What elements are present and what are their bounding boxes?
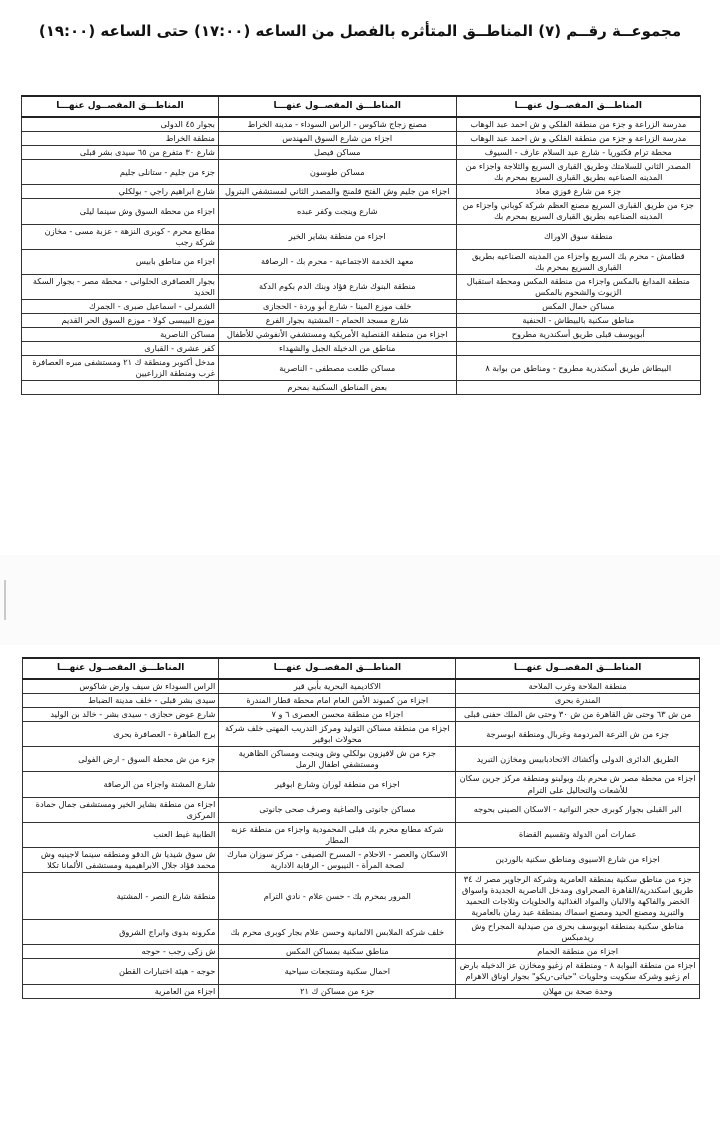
table-row xyxy=(23,945,700,959)
table-row xyxy=(23,847,700,872)
table-cell: اجزاء من منطقة لوران وشارع ابوقير xyxy=(219,772,456,797)
table-cell: خلف موزع المينا - شارع أبو وردة - الحجازى xyxy=(218,299,456,313)
table-cell: مساكن جانوتى والصاغية وصرف صحى جانوتى xyxy=(219,797,456,822)
table-cell: جزء من ش الترعة المردومة وغربال ومنطقة ابوسرجة xyxy=(456,722,700,747)
table-cell: اجزاء من منطقة بشاير الخير xyxy=(218,224,456,249)
table-cell: اجزاء من منطقة بشاير الخير ومستشفى جمال حمادة المركزى xyxy=(23,797,219,822)
table-row xyxy=(22,160,701,185)
table-cell: مطابع محرم - كوبرى النزهة - عزبة مسى - مخازن شركة رجب xyxy=(22,224,219,249)
table-cell: جزء من ش لافيزون بولكلي وش وينجت ومساكن الظاهرية ومستشفي اطفال الرمل xyxy=(219,747,456,772)
table-cell: بجوار العصافرى الحلوانى - محطة مصر - بجوار السكة الحديد xyxy=(22,274,219,299)
table-row xyxy=(22,117,701,132)
table-row xyxy=(22,328,701,342)
table-cell: ش سوق شيديا ش الدقو ومنطقه سينما لاجينيه وش محمد فؤاد جلال الابراهيمية ومستشفى الألمانا تكلا xyxy=(23,847,219,872)
table-row xyxy=(23,747,700,772)
table-cell: الشمرلى - اسماعيل صبرى - الجمرك xyxy=(22,299,219,313)
column-header: المناطـــق المفصــول عنهـــا xyxy=(23,658,219,679)
table-cell: شارع ابراهيم راجي - بولكلي xyxy=(22,185,219,199)
table-row xyxy=(22,299,701,313)
table-cell: منطقة شارع النصر - المشتية xyxy=(23,872,219,919)
table-cell: قطامش - محرم بك السريع واجزاء من المدينه الصناعيه بطريق القبارى السريع بمحرم بك xyxy=(456,249,700,274)
table-row xyxy=(22,313,701,327)
table-cell: الطابية غيط العنب xyxy=(23,822,219,847)
table-row xyxy=(23,797,700,822)
page-title: مجموعــة رقــم (٧) المناطــق المتأثره بالفصل من الساعه (١٧:٠٠) حتى الساعه (١٩:٠٠) xyxy=(38,22,682,40)
page-gap xyxy=(0,555,720,645)
table-cell: وحدة صحة بن مهلان xyxy=(456,984,700,998)
table-cell: مدرسة الزراعة و جزء من منطقة الفلكي و ش احمد عبد الوهاب xyxy=(456,132,700,146)
table-cell: مناطق من الدخيلة الجبل والشهداء xyxy=(218,342,456,356)
table-cell: اجزاء من مناطق بابيس xyxy=(22,249,219,274)
table-cell: حوجه - هيئة اختبارات القطن xyxy=(23,959,219,984)
table-cell: شارع المشتة واجزاء من الرصافة xyxy=(23,772,219,797)
table-row xyxy=(23,772,700,797)
table-cell: المرور بمحرم بك - حسن علام - نادي الترام xyxy=(219,872,456,919)
table-cell: شارع مسجد الحمام - المشتية بجوار الفرع xyxy=(218,313,456,327)
table-cell: شارع ٣٠ متفرع من ٦٥ سيدى بشر قبلى xyxy=(22,146,219,160)
table-row xyxy=(23,722,700,747)
table-row xyxy=(22,132,701,146)
column-header: المناطـــق المفصــول عنهـــا xyxy=(218,96,456,117)
table-cell: اجزاء من جليم وش الفتح قلمنج والمصدر الثاني لمستشفي البترول xyxy=(218,185,456,199)
table-cell: عمارات أمن الدولة وتقسيم القضاة xyxy=(456,822,700,847)
table-cell: الاسكان والعصر - الاحلام - المسرح الصيفى - مركز سوزان مبارك لصحة المرأة - النيبوس - الرقابة الادارية xyxy=(219,847,456,872)
outage-table-2 xyxy=(22,657,700,999)
table-cell: معهد الخدمة الاجتماعية - محرم بك - الرصافة xyxy=(218,249,456,274)
binding-mark xyxy=(4,580,6,620)
table-cell: منطقة الملاحة وغرب الملاحة xyxy=(456,679,700,694)
table-cell: الراس السوداء ش سيف وارض شاكوس xyxy=(23,679,219,694)
table-cell: اجزاء من محطة مصر ش محرم بك وبولبنو ومنطقة مركز جرين سكان للأشعات والتحاليل على الترام xyxy=(456,772,700,797)
table-row xyxy=(22,274,701,299)
table-cell: اجزاء من منطقة محسن العصرى ٦ و ٧ xyxy=(219,708,456,722)
table-cell: مساكن حمال المكس xyxy=(456,299,700,313)
table-cell: مدخل أكتوبر ومنطقة ك ٢١ ومستشفى مبره العصافرة غرب ومنطقة الزراعيين xyxy=(22,356,219,381)
table-cell: المندرة بحرى xyxy=(456,694,700,708)
table-cell: اجزاء من منطقة الحمام xyxy=(456,945,700,959)
table-cell: بجوار ٤٥ الدولى xyxy=(22,117,219,132)
table-row xyxy=(22,249,701,274)
column-header: المناطـــق المفصــول عنهـــا xyxy=(22,96,219,117)
table-cell xyxy=(22,381,219,395)
table-cell: مصنع زجاج شاكوس - الراس السوداء - مدينة الخراط xyxy=(218,117,456,132)
table-row xyxy=(23,920,700,945)
table-cell: الاكاديمية البحرية بأبي قير xyxy=(219,679,456,694)
table-row xyxy=(23,679,700,694)
outage-table-1 xyxy=(21,95,701,395)
table-cell: منطقة سوق الاوراك xyxy=(456,224,700,249)
table-cell: شركة مطابع محرم بك قبلى المحمودية واجزاء من منطقة عزبه المطار xyxy=(219,822,456,847)
table-cell: مناطق سكنية بمنطقة ابويوسف بحرى من صيدلية المجراح وش ريدمبكس xyxy=(456,920,700,945)
table-cell: جزء من جليم - ستانلى جليم xyxy=(22,160,219,185)
table-cell: اجزاء من شارع الاسيوى ومناطق سكنية بالوردين xyxy=(456,847,700,872)
table-row xyxy=(22,185,701,199)
table-row xyxy=(22,356,701,381)
table-cell: منطقة البنوك شارع فؤاد وبنك الدم بكوم الدكة xyxy=(218,274,456,299)
table-cell: سيدى بشر قبلى - خلف مدينة الضباط xyxy=(23,694,219,708)
table-cell: اجزاء من منطقة القنصلية الأمريكية ومستشفي الأنفوشي للأطفال xyxy=(218,328,456,342)
table-row xyxy=(22,224,701,249)
table-cell: شارع وينجت وكفر عبده xyxy=(218,199,456,224)
table-cell: بعض المناطق السكنية بمحرم xyxy=(218,381,456,395)
table-cell: محطة ترام فكتوريا - شارع عبد السلام عارف - السيوف xyxy=(456,146,700,160)
table-cell xyxy=(456,381,700,395)
table-cell: منطقة الخراط xyxy=(22,132,219,146)
table-row xyxy=(23,708,700,722)
table-row xyxy=(23,984,700,998)
column-header: المناطـــق المفصــول عنهـــا xyxy=(219,658,456,679)
table-cell: اجزاء من منطقة مساكن التوليد ومركز التدريب المهنى خلف شركة محولات ابوقير xyxy=(219,722,456,747)
table-cell: البيطاش طريق أسكندرية مطروح - ومناطق من بوابة ٨ xyxy=(456,356,700,381)
table-row xyxy=(23,959,700,984)
table-body xyxy=(23,679,700,998)
table-cell: اجزاء من العامرية xyxy=(23,984,219,998)
table-cell: الطريق الدائرى الدولى وأكشاك الاتحادبابيس ومخازن التبريد xyxy=(456,747,700,772)
table-cell: شارع عوض حجازى - سيدى بشر - خالد بن الوليد xyxy=(23,708,219,722)
table-cell: مدرسة الزراعة و جزء من منطقة الفلكي و ش احمد عبد الوهاب xyxy=(456,117,700,132)
table-header-row xyxy=(23,658,700,679)
table-cell: مساكن فيصل xyxy=(218,146,456,160)
table-header-row xyxy=(22,96,701,117)
table-cell: كفر عشرى - القبارى xyxy=(22,342,219,356)
table-cell: المصدر الثاني للسلامتك وطريق القبارى السريع والثلاجة واجزاء من المدينه الصناعيه بطريق القبارى السريع بمحرم بك xyxy=(456,160,700,185)
table-cell: اجزاء من شارع السوق المهندس xyxy=(218,132,456,146)
table-cell: مساكن الناصرية xyxy=(22,328,219,342)
table-cell: من ش ٦٣ وحتى ش القاهرة من ش ٣٠ وحتى ش الملك حفنى قبلى xyxy=(456,708,700,722)
table-cell: اجزاء من منطقة البوابة ٨ - ومنطقة ام زغيو ومخازن عز الدخيله بارض ام زغيو وشركة سكويت وحلويات "حياتى-ريكو" بجوار اوناق الاهرام xyxy=(456,959,700,984)
table-body xyxy=(22,117,701,395)
table-row xyxy=(22,381,701,395)
column-header: المناطـــق المفصــول عنهـــا xyxy=(456,658,700,679)
table-row xyxy=(23,822,700,847)
table-cell: ش زكى رجب - حوجه xyxy=(23,945,219,959)
table-cell: خلف شركة الملابس الالمانية وحسن علام بجار كوبرى محرم بك xyxy=(219,920,456,945)
table-cell: منطقة المدابغ بالمكس واجزاء من منطقة المكس ومحطة استقبال الزيوت والشحوم بالمكس xyxy=(456,274,700,299)
table-row xyxy=(23,694,700,708)
table-cell: جزء من مساكن ك ٢١ xyxy=(219,984,456,998)
table-row xyxy=(23,872,700,919)
table-cell: مناطق سكنية بمساكن المكس xyxy=(219,945,456,959)
table-cell: جزء من ش محطة السوق - ارض الفولى xyxy=(23,747,219,772)
table-cell: البر القبلى بجوار كوبرى حجر النواتية - الاسكان الصينى بحوجه xyxy=(456,797,700,822)
table-cell: جزء من طريق القبارى السريع مصنع العظم شركة كوباني واجزاء من المدينه الصناعيه بطريق القبارى السريع بمحرم بك xyxy=(456,199,700,224)
table-cell: مكرونه بدوى وابراج الشروق xyxy=(23,920,219,945)
table-cell: جزء من مناطق سكنية بمنطقة العامرية وشركة الرجاوير مصر ك ٣٤ طريق اسكندرية/القاهرة الصحراوى ومدخل الناصرية الجديدة واسواق الخضر والفاكهة والالبان والمواد الغذائية والحلويات وثلاجات التحميد والتبريد ومصنع الحيد ومصنع اسماك بمنطقة عبد رمان بالعامرية xyxy=(456,872,700,919)
table-row xyxy=(22,199,701,224)
table-cell: موزع البيبسى كولا - موزع السوق الحر القديم xyxy=(22,313,219,327)
table-cell: برج الطاهرة - العصافرة بحرى xyxy=(23,722,219,747)
table-cell: مناطق سكنية بالبيطاش - الحنفية xyxy=(456,313,700,327)
table-cell: جزء من شارع فوزي معاذ xyxy=(456,185,700,199)
table-row xyxy=(22,342,701,356)
table-cell: مساكن طلعت مصطفى - الناصرية xyxy=(218,356,456,381)
table-row xyxy=(22,146,701,160)
table-cell: اجزاء من محطة السوق وش سينما ليلى xyxy=(22,199,219,224)
table-cell: اجزاء من كمبوند الأمن العام امام محطة قطار المندرة xyxy=(219,694,456,708)
column-header: المناطـــق المفصــول عنهـــا xyxy=(456,96,700,117)
table-cell xyxy=(456,342,700,356)
table-cell: احمال سكنية ومنتجعات سياحية xyxy=(219,959,456,984)
table-cell: أبويوسف قبلى طريق أسكندرية مطروح xyxy=(456,328,700,342)
table-cell: مساكن طوسون xyxy=(218,160,456,185)
